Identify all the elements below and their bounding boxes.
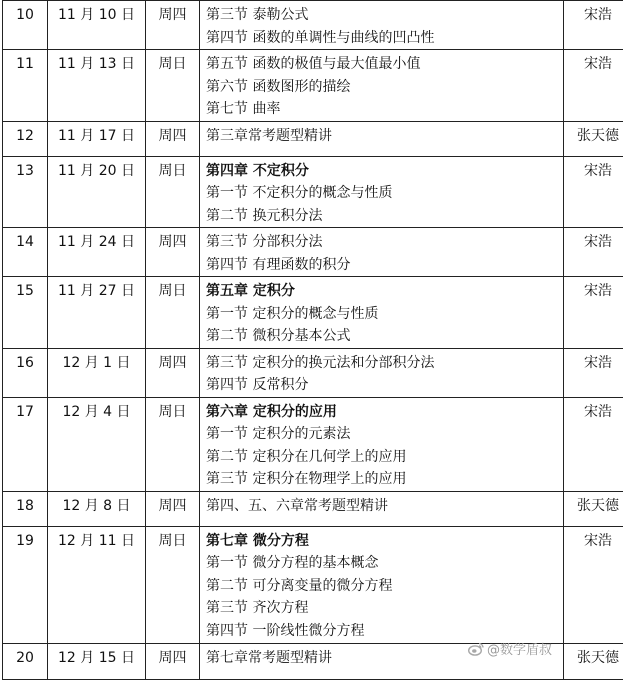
lesson-date-cell: [48, 348, 146, 397]
lesson-weekday-cell-text: 周四: [146, 349, 199, 374]
watermark: [468, 640, 558, 662]
lesson-number-cell: [3, 277, 48, 349]
lesson-weekday-cell-text: 周日: [146, 398, 199, 423]
teacher-cell: [564, 348, 623, 397]
weibo-icon: [468, 642, 484, 656]
lesson-weekday-cell-text: 周日: [146, 50, 199, 75]
lesson-date-cell-text: 11 月 13 日: [48, 50, 145, 75]
section-line: 第五节 函数的极值与最大值最小值: [206, 50, 563, 76]
section-line: 第六节 函数图形的描绘: [206, 76, 563, 99]
lesson-date-cell-text: 11 月 17 日: [48, 122, 145, 147]
section-line: 第三节 泰勒公式: [206, 1, 563, 27]
lesson-content-cell: [200, 348, 564, 397]
section-line: 第七章常考题型精讲: [206, 644, 563, 670]
lesson-weekday-cell: [146, 348, 200, 397]
teacher-cell-text: 宋浩: [564, 349, 623, 374]
lesson-weekday-cell: [146, 228, 200, 277]
lesson-date-cell-text: 11 月 24 日: [48, 228, 145, 253]
lesson-number-cell-text: 11: [3, 50, 47, 75]
section-line: 第三章常考题型精讲: [206, 122, 563, 148]
lesson-number-cell-text: 10: [3, 1, 47, 26]
teacher-cell: [564, 121, 623, 156]
lesson-content-cell: [200, 228, 564, 277]
teacher-cell-text: 张天德: [564, 122, 623, 147]
lesson-content-cell: [200, 277, 564, 349]
lesson-number-cell: [3, 50, 48, 122]
lesson-weekday-cell: [146, 277, 200, 349]
lesson-date-cell: [48, 1, 146, 50]
lesson-weekday-cell: [146, 526, 200, 643]
lesson-number-cell: [3, 1, 48, 50]
teacher-cell-text: 宋浩: [564, 398, 623, 423]
lesson-date-cell-text: 11 月 10 日: [48, 1, 145, 26]
lesson-weekday-cell: [146, 1, 200, 50]
lesson-number-cell-text: 13: [3, 157, 47, 182]
teacher-cell: [564, 50, 623, 122]
course-schedule-table: [2, 0, 623, 680]
lesson-weekday-cell: [146, 121, 200, 156]
teacher-cell-text: 宋浩: [564, 50, 623, 75]
lesson-number-cell-text: 17: [3, 398, 47, 423]
lesson-weekday-cell: [146, 156, 200, 228]
teacher-cell-text: 宋浩: [564, 277, 623, 302]
section-line: 第四、五、六章常考题型精讲: [206, 492, 563, 518]
lesson-content-cell: [200, 50, 564, 122]
table-row: [3, 526, 623, 643]
lesson-date-cell: [48, 491, 146, 526]
section-line: 第三节 分部积分法: [206, 228, 563, 254]
lesson-content-cell: [200, 397, 564, 491]
schedule-body: [3, 1, 623, 680]
section-line: 第三节 齐次方程: [206, 597, 563, 620]
table-row: [3, 228, 623, 277]
lesson-content-cell: [200, 491, 564, 526]
table-row: [3, 348, 623, 397]
watermark-text: @数学盾叔: [487, 643, 552, 658]
lesson-weekday-cell-text: 周四: [146, 1, 199, 26]
chapter-title: 第五章 定积分: [206, 277, 563, 303]
table-row: [3, 156, 623, 228]
section-line: 第三节 定积分的换元法和分部积分法: [206, 349, 563, 375]
lesson-number-cell: [3, 491, 48, 526]
lesson-number-cell-text: 20: [3, 644, 47, 669]
lesson-weekday-cell-text: 周四: [146, 228, 199, 253]
teacher-cell: [564, 1, 623, 50]
lesson-date-cell: [48, 156, 146, 228]
section-line: 第四节 函数的单调性与曲线的凹凸性: [206, 27, 563, 50]
lesson-number-cell: [3, 397, 48, 491]
table-row: [3, 491, 623, 526]
lesson-date-cell-text: 12 月 11 日: [48, 527, 145, 552]
table-row: [3, 277, 623, 349]
teacher-cell: [564, 277, 623, 349]
chapter-title: 第七章 微分方程: [206, 527, 563, 553]
lesson-weekday-cell-text: 周日: [146, 157, 199, 182]
lesson-weekday-cell-text: 周日: [146, 277, 199, 302]
lesson-weekday-cell-text: 周四: [146, 644, 199, 669]
lesson-date-cell: [48, 397, 146, 491]
section-line: 第一节 定积分的概念与性质: [206, 303, 563, 326]
chapter-title: 第六章 定积分的应用: [206, 398, 563, 424]
lesson-date-cell: [48, 228, 146, 277]
teacher-cell-text: 宋浩: [564, 228, 623, 253]
lesson-date-cell: [48, 526, 146, 643]
table-row: [3, 50, 623, 122]
section-line: 第二节 微积分基本公式: [206, 325, 563, 348]
section-line: 第一节 微分方程的基本概念: [206, 552, 563, 575]
lesson-number-cell-text: 12: [3, 122, 47, 147]
lesson-weekday-cell: [146, 491, 200, 526]
lesson-date-cell-text: 11 月 20 日: [48, 157, 145, 182]
lesson-content-cell: [200, 1, 564, 50]
teacher-cell: [564, 491, 623, 526]
section-line: 第二节 换元积分法: [206, 205, 563, 228]
table-row: [3, 397, 623, 491]
table-row: [3, 1, 623, 50]
lesson-date-cell-text: 12 月 8 日: [48, 492, 145, 517]
lesson-date-cell-text: 12 月 1 日: [48, 349, 145, 374]
section-line: 第三节 定积分在物理学上的应用: [206, 468, 563, 491]
section-line: 第四节 一阶线性微分方程: [206, 620, 563, 643]
teacher-cell-text: 宋浩: [564, 527, 623, 552]
teacher-cell-text: 宋浩: [564, 157, 623, 182]
section-line: 第二节 定积分在几何学上的应用: [206, 446, 563, 469]
lesson-date-cell-text: 12 月 15 日: [48, 644, 145, 669]
lesson-date-cell-text: 12 月 4 日: [48, 398, 145, 423]
lesson-number-cell-text: 16: [3, 349, 47, 374]
lesson-number-cell-text: 14: [3, 228, 47, 253]
teacher-cell: [564, 643, 623, 679]
lesson-number-cell-text: 18: [3, 492, 47, 517]
lesson-date-cell: [48, 277, 146, 349]
section-line: 第一节 定积分的元素法: [206, 423, 563, 446]
teacher-cell-text: 张天德: [564, 644, 623, 669]
section-line: 第四节 有理函数的积分: [206, 254, 563, 277]
lesson-content-cell: [200, 121, 564, 156]
lesson-weekday-cell-text: 周四: [146, 492, 199, 517]
section-line: 第一节 不定积分的概念与性质: [206, 182, 563, 205]
lesson-content-cell: [200, 526, 564, 643]
teacher-cell-text: 张天德: [564, 492, 623, 517]
lesson-number-cell-text: 15: [3, 277, 47, 302]
lesson-weekday-cell-text: 周四: [146, 122, 199, 147]
lesson-number-cell: [3, 526, 48, 643]
section-line: 第四节 反常积分: [206, 374, 563, 397]
lesson-date-cell-text: 11 月 27 日: [48, 277, 145, 302]
lesson-weekday-cell: [146, 50, 200, 122]
lesson-weekday-cell-text: 周日: [146, 527, 199, 552]
table-row: [3, 121, 623, 156]
lesson-number-cell: [3, 348, 48, 397]
lesson-date-cell: [48, 50, 146, 122]
teacher-cell: [564, 397, 623, 491]
lesson-weekday-cell: [146, 643, 200, 679]
lesson-number-cell: [3, 156, 48, 228]
teacher-cell: [564, 156, 623, 228]
teacher-cell: [564, 526, 623, 643]
lesson-number-cell: [3, 643, 48, 679]
section-line: 第七节 曲率: [206, 98, 563, 121]
lesson-number-cell: [3, 228, 48, 277]
lesson-date-cell: [48, 643, 146, 679]
teacher-cell-text: 宋浩: [564, 1, 623, 26]
lesson-number-cell-text: 19: [3, 527, 47, 552]
section-line: 第二节 可分离变量的微分方程: [206, 575, 563, 598]
teacher-cell: [564, 228, 623, 277]
lesson-content-cell: [200, 156, 564, 228]
lesson-weekday-cell: [146, 397, 200, 491]
lesson-date-cell: [48, 121, 146, 156]
chapter-title: 第四章 不定积分: [206, 157, 563, 183]
lesson-number-cell: [3, 121, 48, 156]
